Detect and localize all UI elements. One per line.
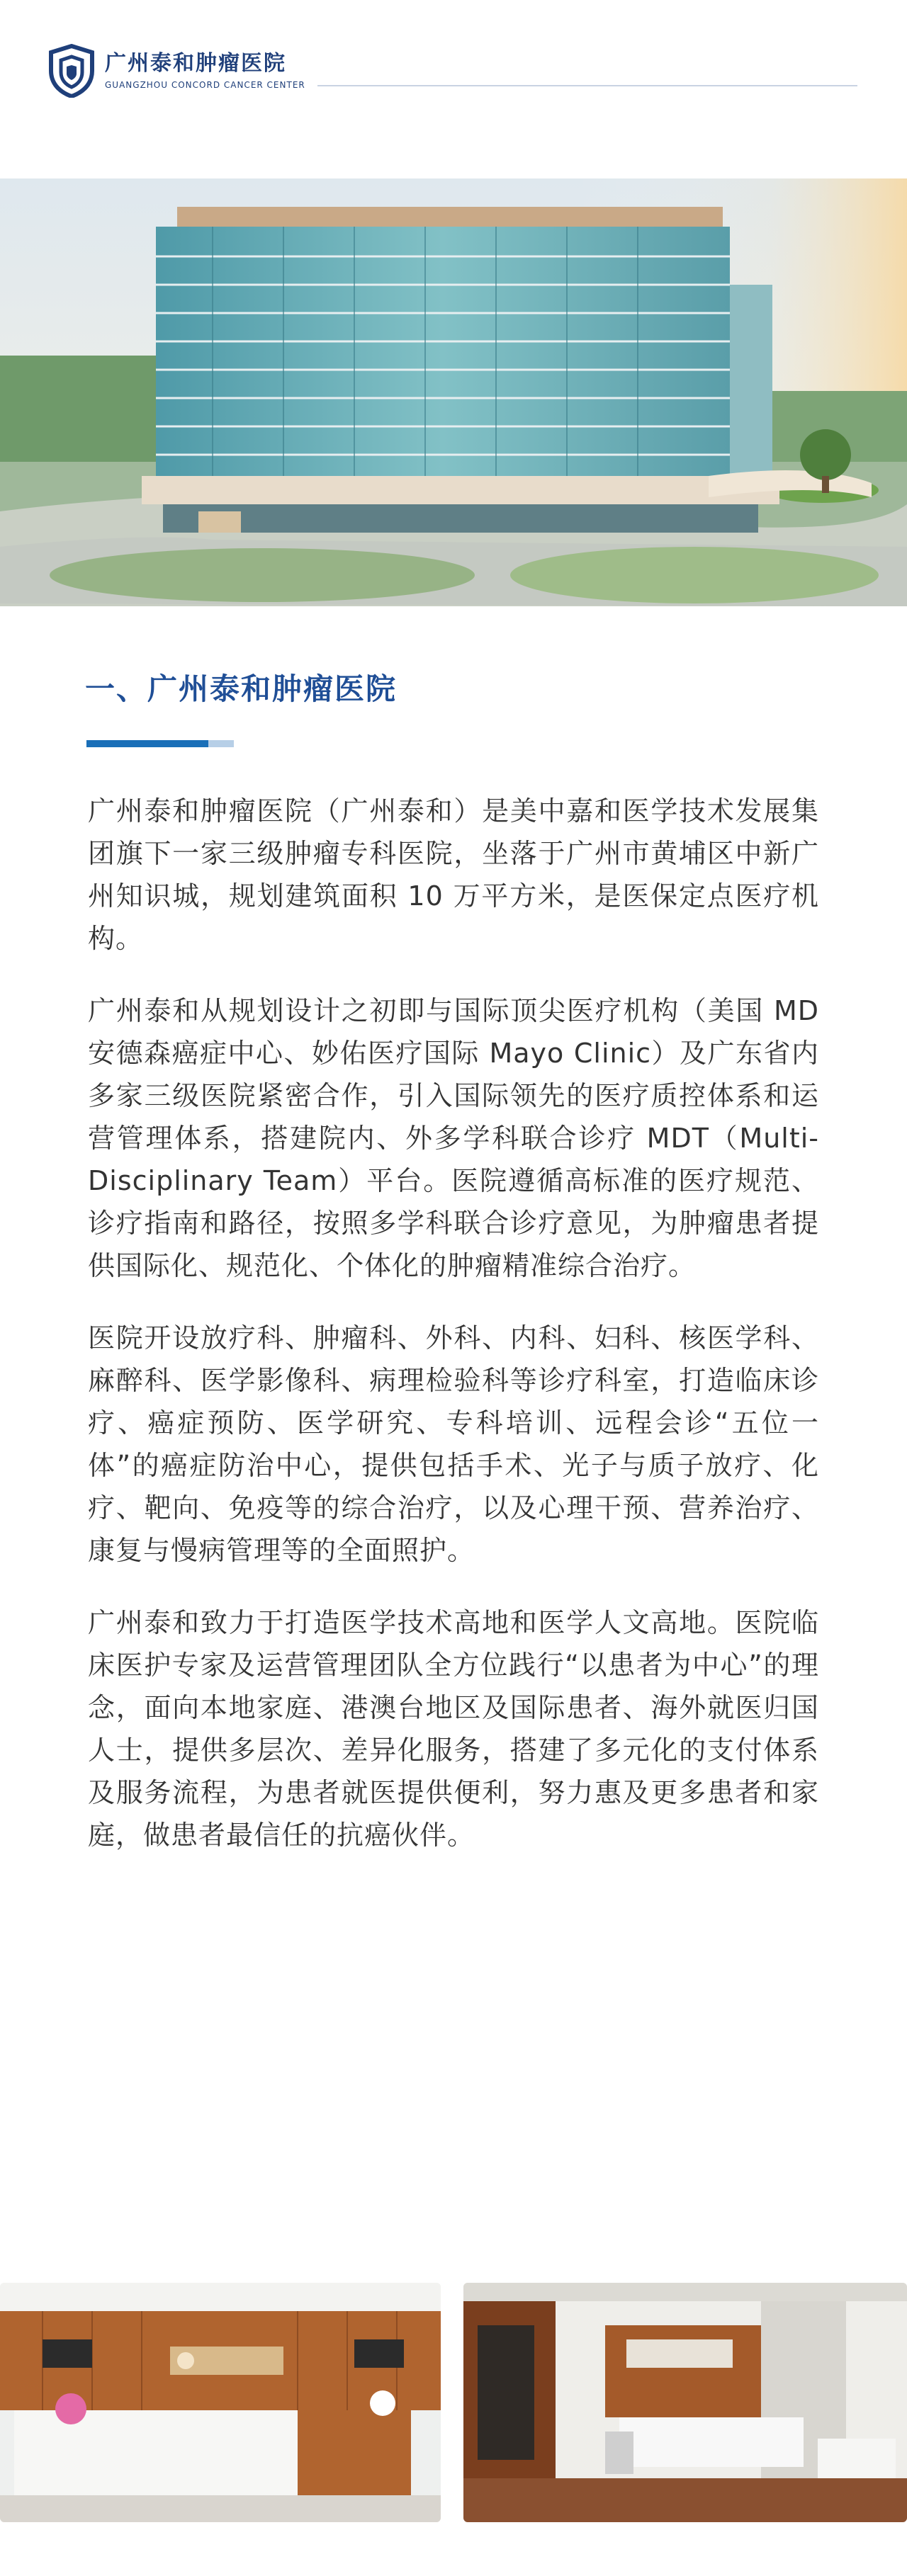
hospital-logo[interactable] [48, 42, 332, 99]
title-underline [86, 740, 208, 747]
paragraph-cooperation: 广州泰和从规划设计之初即与国际顶尖医疗机构（美国 MD 安德森癌症中心、妙佑医疗国际 Mayo Clinic）及广东省内多家三级医院紧密合作，引入国际领先的医疗质控体系和运营管理体系，搭建院内、外多学科联合诊疗 MDT（Multi-Disciplinary Team）平台。医院遵循高标准的医疗规范、诊疗指南和路径，按照多学科联合诊疗意见，为肿瘤患者提供国际化、规范化、个体化的肿瘤精准综合治疗。 [88, 995, 819, 1281]
patient-room-photo [463, 2283, 907, 2522]
hospital-building-photo [0, 178, 907, 606]
paragraph-mission: 广州泰和致力于打造医学技术高地和医学人文高地。医院临床医护专家及运营管理团队全方位践行“以患者为中心”的理念，面向本地家庭、港澳台地区及国际患者、海外就医归国人士，提供多层次、差异化服务，搭建了多元化的支付体系及服务流程，为患者就医提供便利，努力惠及更多患者和家庭，做患者最信任的抗癌伙伴。 [88, 1607, 819, 1851]
paragraph-departments: 医院开设放疗科、肿瘤科、外科、内科、妇科、核医学科、麻醉科、医学影像科、病理检验科等诊疗科室，打造临床诊疗、癌症预防、医学研究、专科培训、远程会诊“五位一体”的癌症防治中心，提供包括手术、光子与质子放疗、化疗、靶向、免疫等的综合治疗，以及心理干预、营养治疗、康复与慢病管理等的全面照护。 [88, 1322, 819, 1566]
paragraph-intro: 广州泰和肿瘤医院（广州泰和）是美中嘉和医学技术发展集团旗下一家三级肿瘤专科医院，坐落于广州市黄埔区中新广州知识城，规划建筑面积 10 万平方米，是医保定点医疗机构。 [88, 795, 819, 954]
title-underline-accent [208, 740, 234, 747]
header-divider [317, 85, 857, 86]
section-title: 一、广州泰和肿瘤医院 [85, 671, 398, 706]
reception-lobby-photo [0, 2283, 441, 2522]
logo-english-name: GUANGZHOU CONCORD CANCER CENTER [105, 80, 305, 90]
page-header [0, 0, 907, 142]
article-body [88, 790, 819, 1886]
logo-chinese-name: 广州泰和肿瘤医院 [105, 51, 286, 76]
shield-logo-icon [48, 44, 95, 98]
